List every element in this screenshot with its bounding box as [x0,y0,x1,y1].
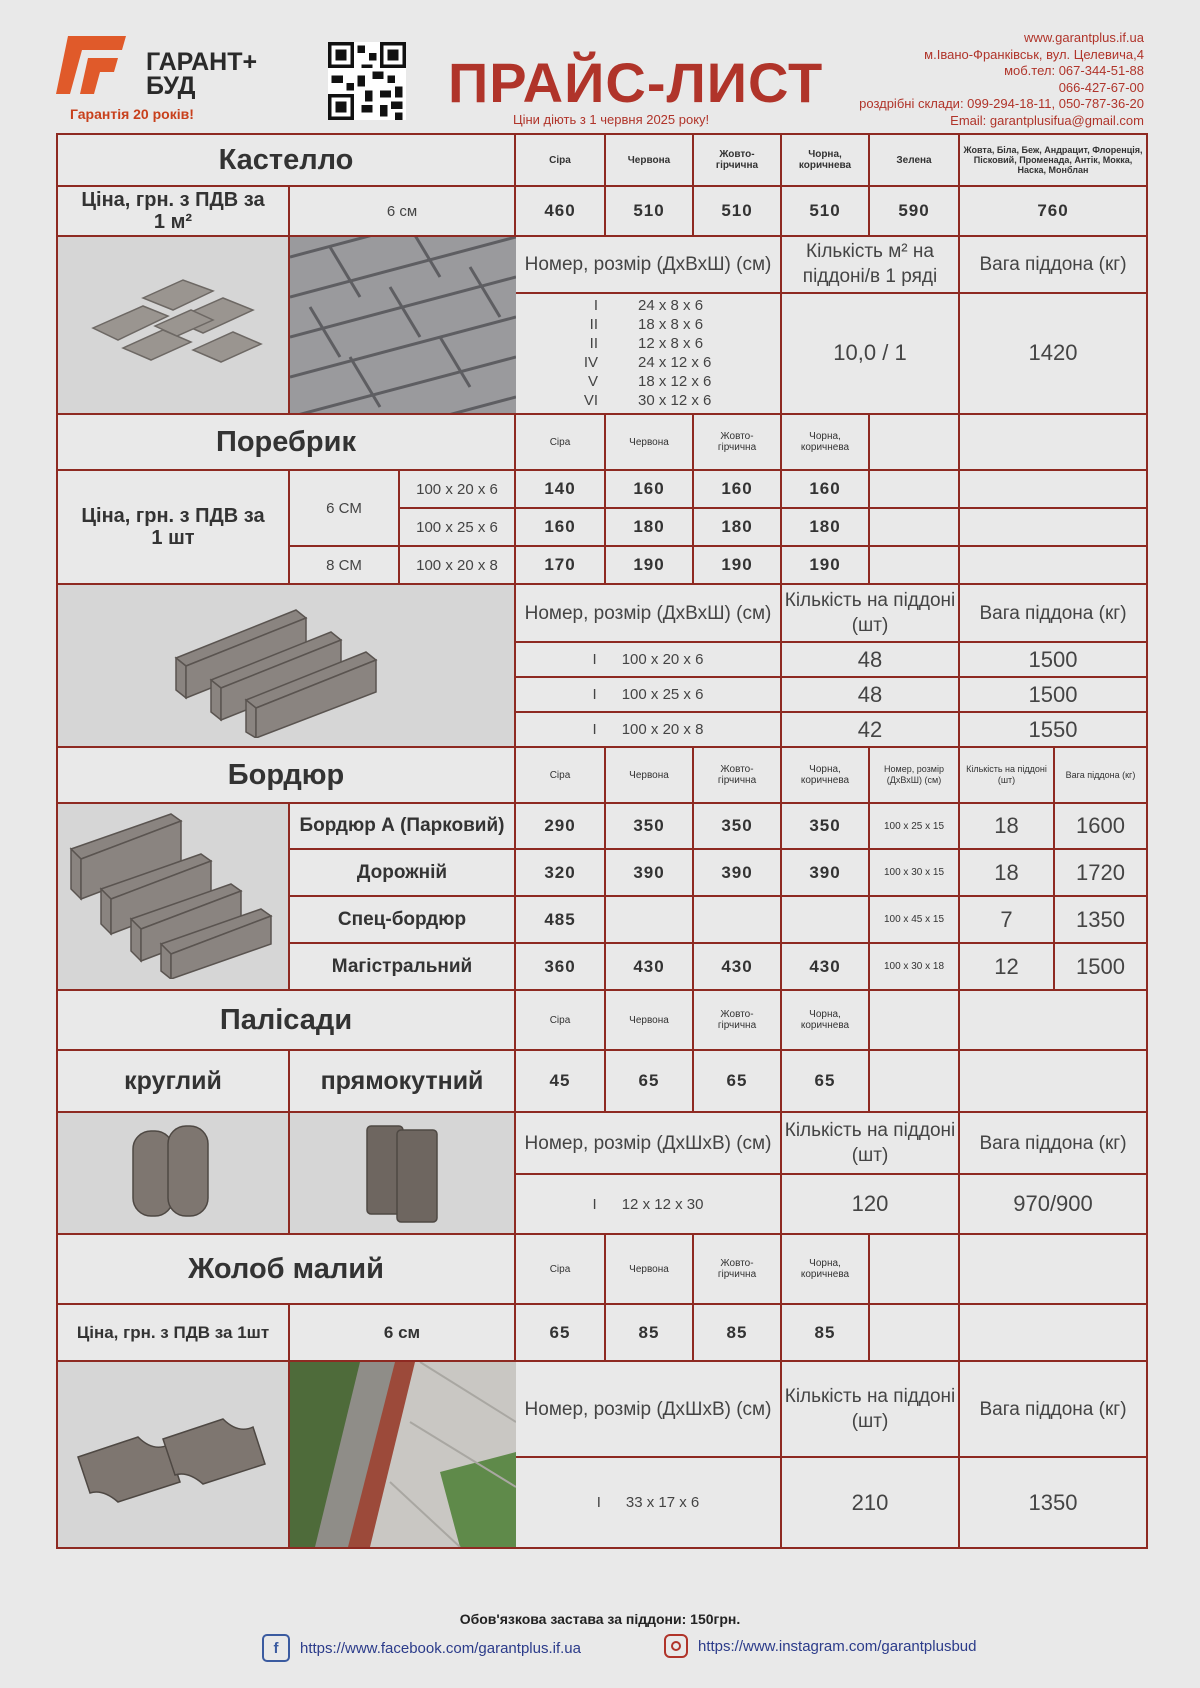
pallet-qty: 48 [781,642,959,677]
castello-spec-header-row [57,236,1147,293]
empty-cell [869,1234,959,1304]
palisady-price-row [57,1050,1147,1112]
facebook-link[interactable] [262,1634,581,1662]
size-header: Номер, розмір (ДхВхШ) (см) [515,584,781,642]
size-header: Номер, розмір (ДхВхШ) (см) [515,236,781,293]
price-cell: 430 [693,943,781,990]
price-cell: 85 [693,1304,781,1361]
brand-name: ГАРАНТ+ БУД [146,48,258,100]
qty-header: Кількість м² на піддоні/в 1 ряді [781,236,959,293]
empty-cell [869,990,959,1050]
pallet-weight: 1500 [959,642,1147,677]
color-header: Сіра [515,1234,605,1304]
zholob-price-row [57,1304,1147,1361]
price-cell: 85 [605,1304,693,1361]
price-cell: 460 [515,186,605,236]
gutter-photo [289,1361,515,1548]
pallet-weight: 1500 [959,677,1147,712]
color-header: Червона [605,990,693,1050]
price-cell [605,896,693,943]
product-image-palisade-round [57,1112,289,1234]
product-name: Спец-бордюр [289,896,515,943]
pallet-qty: 7 [959,896,1054,943]
product-image-castello [57,236,289,414]
zholob-header-row [57,1234,1147,1304]
price-cell: 190 [605,546,693,584]
thickness: 6 см [289,1304,515,1361]
pallet-weight: 970/900 [959,1174,1147,1234]
size-cell: I 100 x 20 x 8 [515,712,781,747]
empty-cell [959,470,1147,508]
price-cell: 65 [605,1050,693,1112]
price-cell: 190 [693,546,781,584]
color-header: Сіра [515,990,605,1050]
weight-header: Вага піддона (кг) [959,1361,1147,1457]
page-title: ПРАЙС-ЛИСТ [448,51,824,114]
color-header: Жовто- гірчична [693,414,781,470]
pallet-qty: 18 [959,849,1054,896]
color-header: Червона [605,414,693,470]
section-title-castello: Кастелло [57,134,515,186]
pallet-qty: 120 [781,1174,959,1234]
thickness: 6 см [289,186,515,236]
instagram-url[interactable]: https://www.instagram.com/garantplusbud [698,1637,977,1655]
price-cell: 85 [781,1304,869,1361]
price-cell: 390 [693,849,781,896]
color-header: Жовто- гірчична [693,1234,781,1304]
color-header: Зелена [869,134,959,186]
section-title-bordur: Бордюр [57,747,515,803]
empty-cell [959,508,1147,546]
price-cell: 510 [781,186,869,236]
product-name: Дорожній [289,849,515,896]
qty-header: Кількість на піддоні (шт) [781,1361,959,1457]
paving-photo-castello [289,236,515,414]
validity-note: Ціни діють з 1 червня 2025 року! [513,112,710,127]
porebryk-spec-header-row [57,584,1147,642]
price-cell: 190 [781,546,869,584]
price-cell: 160 [781,470,869,508]
section-title-palisady: Палісади [57,990,515,1050]
price-cell: 140 [515,470,605,508]
price-cell [693,896,781,943]
size-cell: 100 x 25 x 15 [869,803,959,849]
color-header: Чорна, коричнева [781,747,869,803]
size-cell: 100 x 20 x 6 [399,470,515,508]
price-cell: 350 [693,803,781,849]
pallet-weight: 1350 [1054,896,1147,943]
pallet-qty: 10,0 / 1 [781,293,959,414]
empty-cell [959,1304,1147,1361]
qr-code-icon [328,42,406,120]
price-cell: 65 [781,1050,869,1112]
empty-cell [959,1234,1147,1304]
thickness-8: 8 СМ [289,546,399,584]
empty-cell [869,546,959,584]
product-image-zholob [57,1361,289,1548]
price-cell: 390 [781,849,869,896]
pallet-weight: 1500 [1054,943,1147,990]
size-cell: 100 x 45 x 15 [869,896,959,943]
instagram-link[interactable] [664,1634,976,1658]
price-label: Ціна, грн. з ПДВ за 1 шт [57,470,289,584]
section-title-porebryk: Поребрик [57,414,515,470]
color-header: Жовто- гірчична [693,134,781,186]
contacts [859,30,1144,129]
size-cell: I 33 x 17 x 6 [515,1457,781,1548]
zholob-spec-header-row [57,1361,1147,1457]
porebryk-header-row [57,414,1147,470]
empty-cell [869,1304,959,1361]
deposit-note: Обов'язкова застава за піддони: 150грн. [459,1611,741,1627]
mobile-phone-2: 066-427-67-00 [1058,79,1144,95]
price-cell: 290 [515,803,605,849]
price-cell: 65 [693,1050,781,1112]
website-link[interactable]: www.garantplus.if.ua [1024,30,1144,45]
size-cell: 100 x 20 x 8 [399,546,515,584]
empty-cell [869,1050,959,1112]
price-cell: 360 [515,943,605,990]
price-cell: 160 [605,470,693,508]
facebook-url[interactable]: https://www.facebook.com/garantplus.if.ua [300,1639,581,1657]
qty-header: Кількість на піддоні (шт) [781,584,959,642]
color-header: Жовто- гірчична [693,747,781,803]
guarantee-text: Гарантія 20 років! [70,106,194,122]
price-cell: 180 [693,508,781,546]
product-name: Бордюр А (Парковий) [289,803,515,849]
palisady-spec-header-row [57,1112,1147,1174]
header [0,0,1200,130]
empty-cell [959,414,1147,470]
color-header: Чорна, коричнева [781,1234,869,1304]
empty-cell [869,414,959,470]
palisade-rect-label: прямокутний [289,1050,515,1112]
color-header: Чорна, коричнева [781,134,869,186]
color-header: Червона [605,747,693,803]
castello-header-row [57,134,1147,186]
size-cell: 100 x 30 x 18 [869,943,959,990]
price-cell: 510 [693,186,781,236]
weight-header: Вага піддона (кг) [1054,747,1147,803]
color-header: Сіра [515,414,605,470]
size-cell: I 12 x 12 x 30 [515,1174,781,1234]
size-cell: I 100 x 20 x 6 [515,642,781,677]
pallet-weight: 1720 [1054,849,1147,896]
price-cell: 160 [693,470,781,508]
price-cell: 45 [515,1050,605,1112]
color-header: Червона [605,134,693,186]
email[interactable]: Email: garantplusifua@gmail.com [950,112,1144,128]
pallet-qty: 42 [781,712,959,747]
pallet-weight: 1350 [959,1457,1147,1548]
price-cell: 390 [605,849,693,896]
qty-header: Кількість на піддоні (шт) [781,1112,959,1174]
price-cell: 760 [959,186,1147,236]
palisade-round-label: круглий [57,1050,289,1112]
price-cell: 320 [515,849,605,896]
size-header: Номер, розмір (ДхШхВ) (см) [515,1361,781,1457]
castello-price-row [57,186,1147,236]
size-header: Номер, розмір (ДхШхВ) (см) [515,1112,781,1174]
porebryk-price-row [57,470,1147,508]
size-cell: I 100 x 25 x 6 [515,677,781,712]
empty-cell [869,470,959,508]
thickness-6: 6 СМ [289,470,399,546]
price-cell: 180 [781,508,869,546]
color-header: Сіра [515,134,605,186]
pallet-qty: 48 [781,677,959,712]
price-label: Ціна, грн. з ПДВ за 1 м² [57,186,289,236]
price-cell: 160 [515,508,605,546]
product-image-palisade-rect [289,1112,515,1234]
weight-header: Вага піддона (кг) [959,236,1147,293]
pallet-weight: 1420 [959,293,1147,414]
price-cell: 485 [515,896,605,943]
price-cell: 180 [605,508,693,546]
pallet-qty: 18 [959,803,1054,849]
facebook-icon: f [262,1634,290,1662]
price-cell: 170 [515,546,605,584]
qty-header: Кількість на піддоні (шт) [959,747,1054,803]
section-title-zholob: Жолоб малий [57,1234,515,1304]
pallet-qty: 210 [781,1457,959,1548]
color-header: Чорна, коричнева [781,414,869,470]
bordur-row [57,803,1147,849]
size-header: Номер, розмір (ДхВхШ) (см) [869,747,959,803]
size-list: I 24 x 8 x 6 II 18 x 8 x 6 II 12 x 8 x 6 IV 24 x 12 x 6 V 18 x 12 x 6 VI 30 x 12 x 6 [515,293,781,414]
brand-logo-icon [56,36,126,94]
empty-cell [959,546,1147,584]
price-cell: 350 [605,803,693,849]
color-header: Чорна, коричнева [781,990,869,1050]
product-name: Магістральний [289,943,515,990]
color-header: Жовто- гірчична [693,990,781,1050]
empty-cell [869,508,959,546]
price-cell: 590 [869,186,959,236]
color-header: Сіра [515,747,605,803]
instagram-icon [664,1634,688,1658]
address: м.Івано-Франківськ, вул. Целевича,4 [924,46,1144,62]
size-cell: 100 x 30 x 15 [869,849,959,896]
empty-cell [959,990,1147,1050]
weight-header: Вага піддона (кг) [959,584,1147,642]
mobile-phone: моб.тел: 067-344-51-88 [1004,63,1144,78]
pallet-qty: 12 [959,943,1054,990]
price-cell [781,896,869,943]
pallet-weight: 1600 [1054,803,1147,849]
empty-cell [959,1050,1147,1112]
size-cell: 100 x 25 x 6 [399,508,515,546]
product-image-bordur [57,803,289,990]
price-label: Ціна, грн. з ПДВ за 1шт [57,1304,289,1361]
color-header: Червона [605,1234,693,1304]
price-cell: 65 [515,1304,605,1361]
price-cell: 350 [781,803,869,849]
product-image-porebryk [57,584,515,747]
price-cell: 510 [605,186,693,236]
color-header: Жовта, Біла, Беж, Андрацит, Флоренція, Пісковий, Променада, Антік, Мокка, Наска, Монблан [959,134,1147,186]
price-cell: 430 [605,943,693,990]
bordur-header-row [57,747,1147,803]
price-cell: 430 [781,943,869,990]
weight-header: Вага піддона (кг) [959,1112,1147,1174]
pallet-weight: 1550 [959,712,1147,747]
price-table [56,133,1148,1549]
palisady-header-row [57,990,1147,1050]
retail-phones: роздрібні склади: 099-294-18-11, 050-787-36-20 [859,96,1144,111]
